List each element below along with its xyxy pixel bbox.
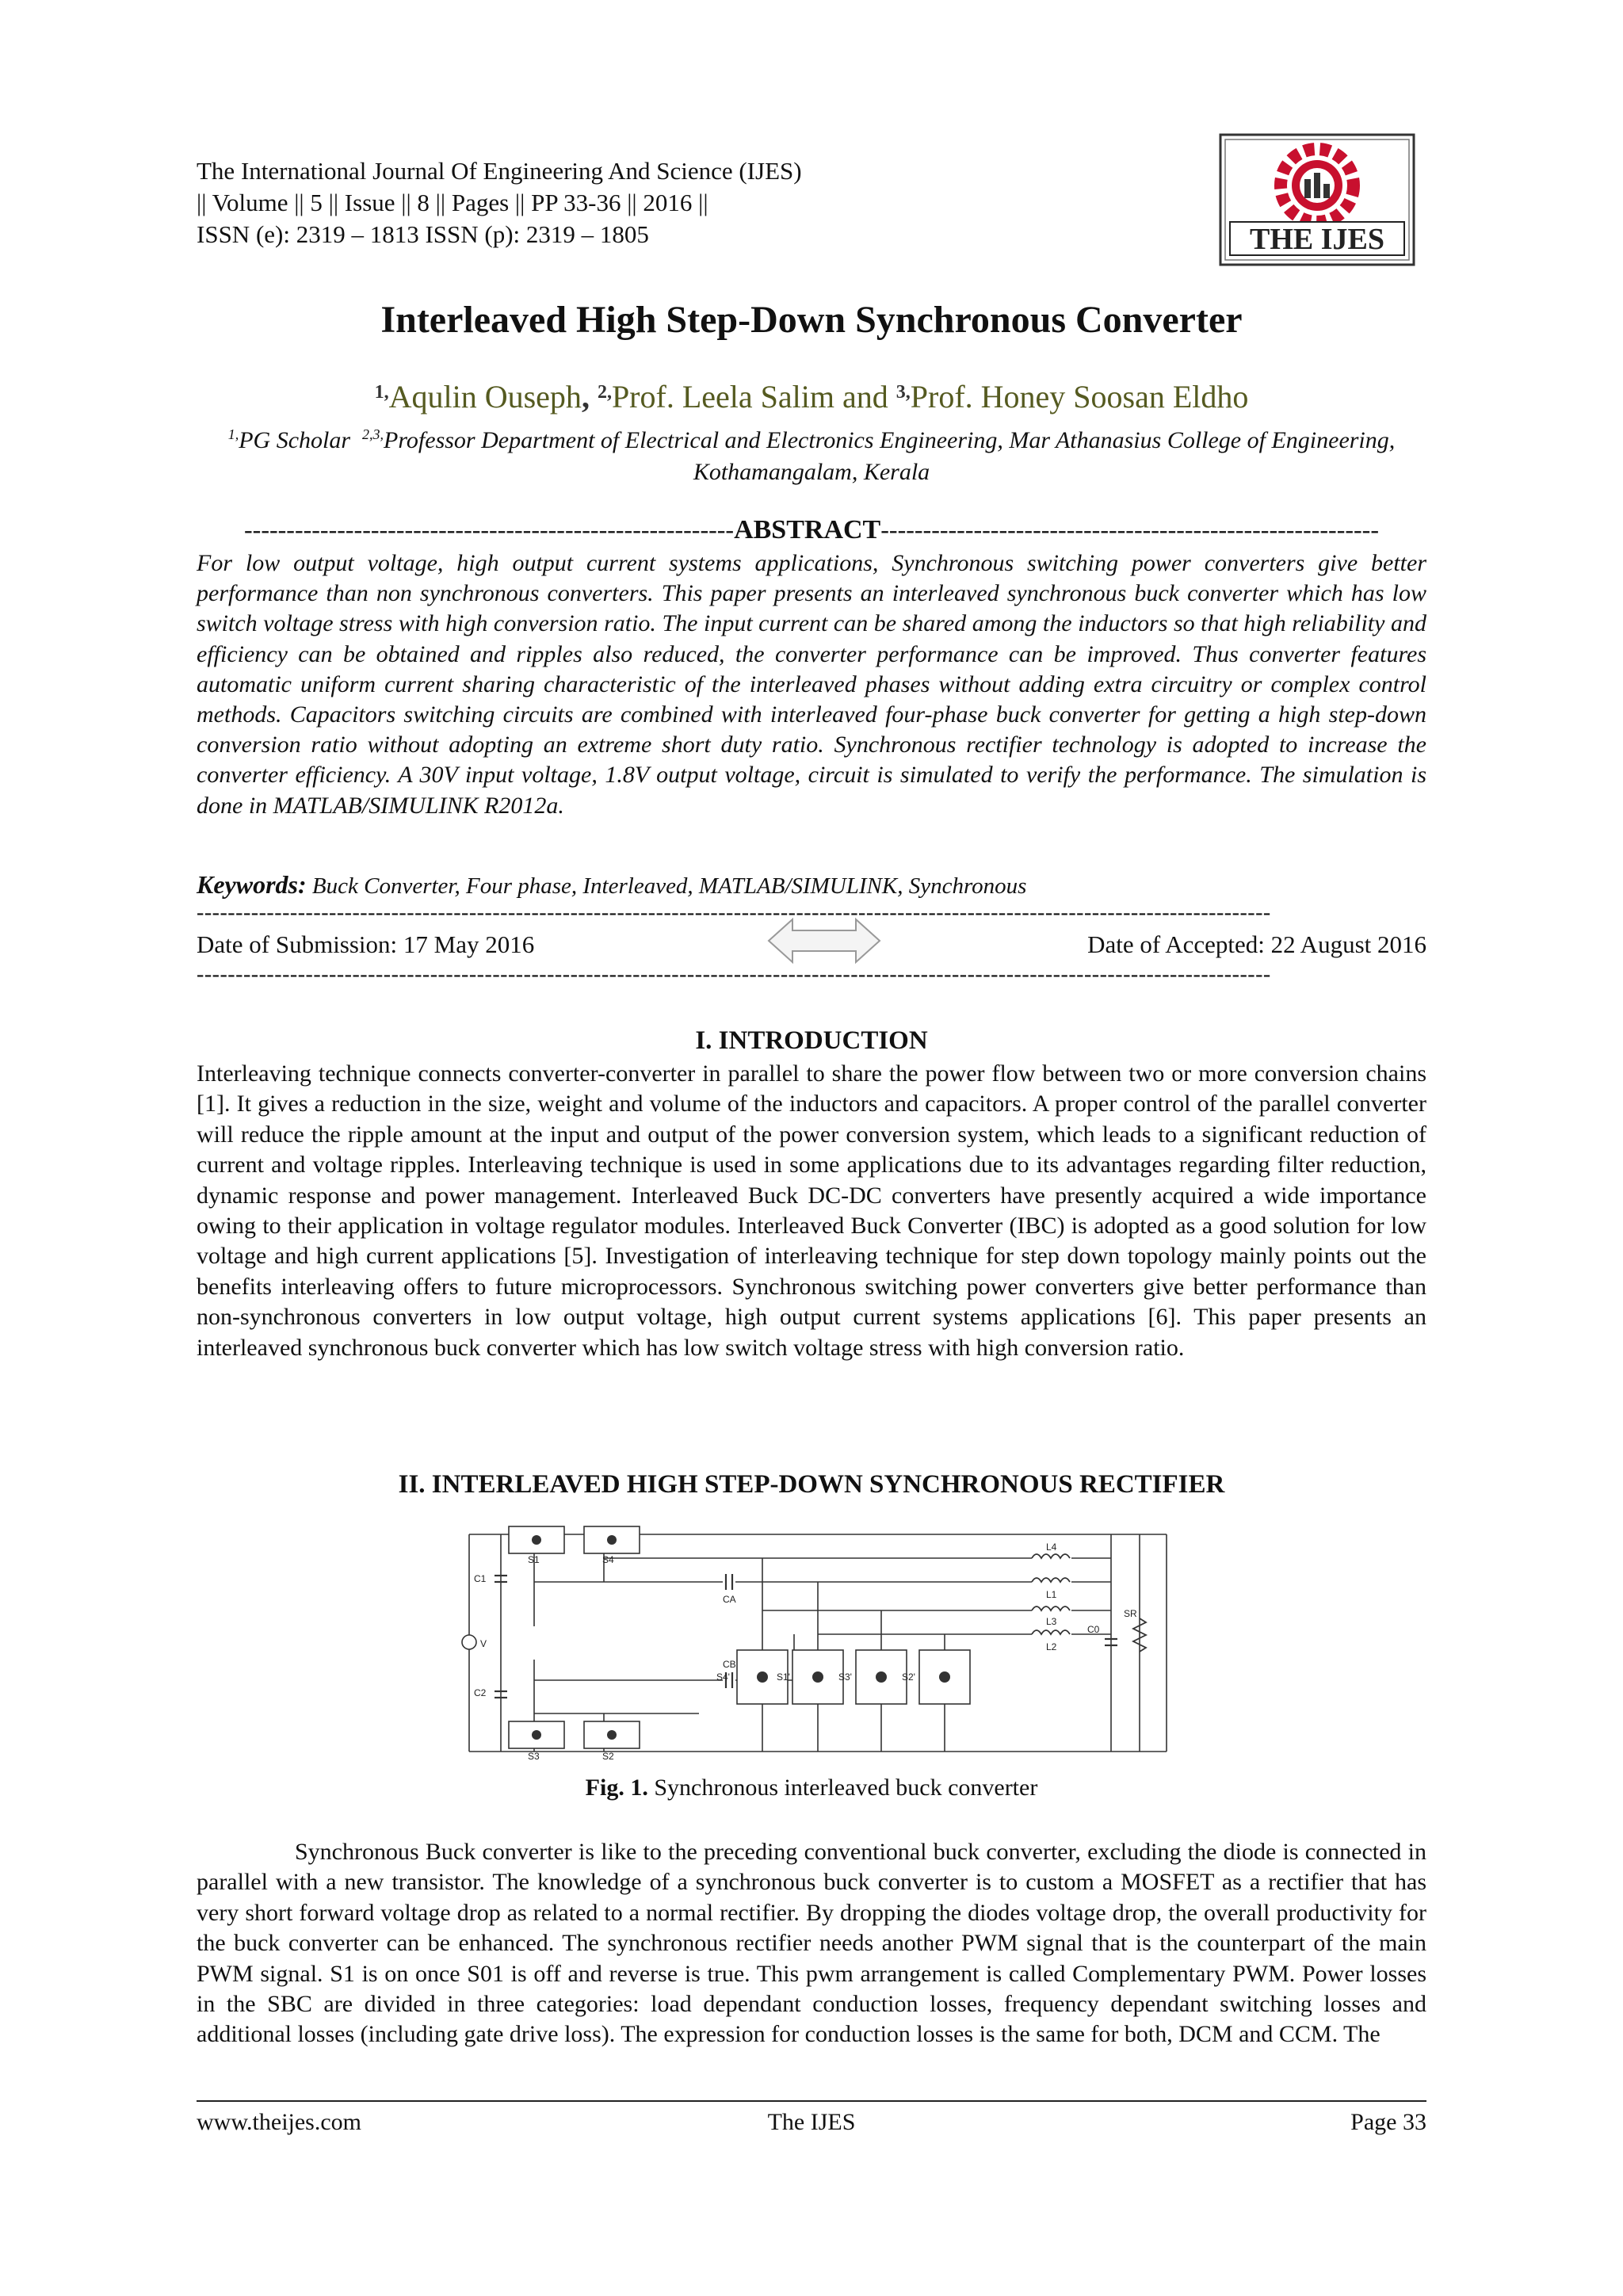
author-2-sup: 2,: [597, 382, 612, 403]
author-3-name: Prof. Honey Soosan Eldho: [910, 379, 1249, 415]
label-l4: L4: [1046, 1541, 1057, 1553]
abstract-title: ABSTRACT: [734, 515, 881, 544]
label-s2-prime: S2': [902, 1671, 915, 1683]
page-footer: [197, 2107, 1426, 2138]
section-1-heading: I. INTRODUCTION: [695, 1026, 928, 1055]
keywords-list: Buck Converter, Four phase, Interleaved, MATLAB/SIMULINK, Synchronous: [311, 873, 1027, 899]
label-l1: L1: [1046, 1589, 1057, 1600]
label-l2: L2: [1046, 1641, 1057, 1652]
journal-header: [197, 155, 802, 250]
label-cb: CB: [723, 1659, 736, 1670]
dates-row: [197, 929, 1426, 961]
journal-name: The International Journal Of Engineering And Science (IJES): [197, 157, 802, 185]
author-list: $^{1,}$Aqulin Ouseph, $^{2,}$Prof. Leela Salim and $^{3,}$Prof. Honey Soosan Eldho: [374, 379, 1249, 415]
section-1-text: Interleaving technique connects converter-converter in parallel to share the power flow between two or more conversion chains [1]. It gives a reduction in the size, weight and volume of the inductors and capacitors. A proper control of the parallel converter will reduce the ripple amount at the input and output of the power conversion system, which leads to a significant reduction of current and voltage ripples. Interleaving technique is used in some applications due to its advantages regarding filter reduction, dynamic response and power management. Interleaved Buck DC-DC converters have presently acquired a wide importance owing to their application in voltage regulator modules. Interleaved Buck Converter (IBC) is adopted as a good solution for low voltage and high current applications [5]. Investigation of interleaving technique for step down topology mainly points out the benefits interleaving offers to future microprocessors. Synchronous switching power converters give better performance than non-synchronous converters in low output voltage, high output current systems applications [6]. This paper presents an interleaved synchronous buck converter which has low switch voltage stress with high conversion ratio.: [197, 1060, 1426, 1361]
author-1-name: Aqulin Ouseph: [388, 379, 582, 415]
label-s4-prime: S4': [716, 1671, 730, 1683]
affil-sup-2: 2,3,: [362, 426, 384, 442]
label-v: V: [480, 1638, 487, 1649]
footer-page-number: Page 33: [1350, 2109, 1426, 2135]
figure-caption: [0, 1772, 1623, 1804]
figure-caption-text: Synchronous interleaved buck converter: [654, 1775, 1038, 1801]
affil-sup-1: 1,: [227, 426, 239, 442]
label-s1: S1: [528, 1554, 540, 1565]
label-c1: C1: [474, 1573, 487, 1584]
journal-volume: || Volume || 5 || Issue || 8 || Pages || PP 33-36 || 2016 ||: [197, 189, 708, 216]
keywords: [197, 869, 1426, 902]
submission-date: Date of Submission: 17 May 2016: [197, 930, 535, 958]
footer-website: www.theijes.com: [197, 2109, 362, 2135]
section-2-heading: II. INTERLEAVED HIGH STEP-DOWN SYNCHRONOUS RECTIFIER: [398, 1470, 1225, 1499]
affil-text: Professor Department of Electrical and Electronics Engineering, Mar Athanasius College of Engineering, Kothamangalam, Kerala: [384, 427, 1396, 485]
abstract-text: For low output voltage, high output current systems applications, Synchronous switching power converters give better performance than non synchronous converters. This paper presents an interleaved synchronous buck converter which has low switch voltage stress with high conversion ratio. The input current can be shared among the inductors so that high reliability and efficiency can be obtained and ripples also reduced, the converter performance can be improved. Thus converter features automatic uniform current sharing characteristic of the interleaved phases without adding extra circuitry or complex control methods. Capacitors switching circuits are combined with interleaved four-phase buck converter for getting a high step-down conversion ratio without adopting an extreme short duty ratio. Synchronous rectifier technology is adopted to increase the converter efficiency. A 30V input voltage, 1.8V output voltage, circuit is simulated to verify the performance. The simulation is done in MATLAB/SIMULINK R2012a.: [197, 550, 1426, 819]
authors-joiner: and: [842, 379, 888, 415]
figure-label: Fig. 1.: [585, 1775, 648, 1801]
author-2-name: Prof. Leela Salim: [611, 379, 834, 415]
label-s4: S4: [602, 1554, 614, 1565]
accepted-date: Date of Accepted: 22 August 2016: [1087, 930, 1426, 958]
label-sr: SR: [1124, 1608, 1137, 1619]
journal-issn: ISSN (e): 2319 – 1813 ISSN (p): 2319 – 1805: [197, 220, 649, 248]
footer-journal: The IJES: [767, 2109, 856, 2135]
label-s3: S3: [528, 1751, 540, 1762]
separator-top: ------------------------------------------------------------------------------------------------------------------------------------------: [197, 900, 1271, 925]
label-c2: C2: [474, 1687, 487, 1698]
label-s1-prime: S1': [777, 1671, 790, 1683]
section-2-text: Synchronous Buck converter is like to the preceding conventional buck converter, excluding the diode is connected in parallel with a new transistor. The knowledge of a synchronous buck converter is to custom a MOSFET as a rectifier that has very short forward voltage drop as related to a normal rectifier. By dropping the diodes voltage drop, the overall productivity for the buck converter can be enhanced. The synchronous rectifier needs another PWM signal that is the counterpart of the main PWM signal. S1 is on once S01 is off and reverse is true. This pwm arrangement is called Complementary PWM. Power losses in the SBC are divided in three categories: load dependant conduction losses, frequency dependant switching losses and additional losses (including gate drive loss). The expression for conduction losses is the same for both, DCM and CCM. The: [197, 1839, 1426, 2048]
paper-title: Interleaved High Step-Down Synchronous Converter: [380, 299, 1243, 341]
author-1-sup: 1,: [374, 382, 389, 403]
circuit-diagram: [461, 1523, 1174, 1763]
footer-rule: [197, 2100, 1426, 2102]
label-s3-prime: S3': [838, 1671, 852, 1683]
abstract-heading: ----------------------------------------------------------ABSTRACT-----------------------------------------------------------: [244, 515, 1379, 544]
separator-bottom: ------------------------------------------------------------------------------------------------------------------------------------------: [197, 962, 1271, 987]
keywords-label: Keywords:: [197, 870, 307, 899]
label-l3: L3: [1046, 1616, 1057, 1627]
logo-text: THE IJES: [1249, 223, 1385, 256]
affil-role: PG Scholar: [239, 427, 351, 453]
label-ca: CA: [723, 1594, 736, 1605]
ijes-logo: [1219, 133, 1415, 266]
author-3-sup: 3,: [896, 382, 911, 403]
label-s2: S2: [602, 1751, 614, 1762]
label-c0: C0: [1087, 1624, 1100, 1635]
affiliation: [197, 418, 1426, 488]
